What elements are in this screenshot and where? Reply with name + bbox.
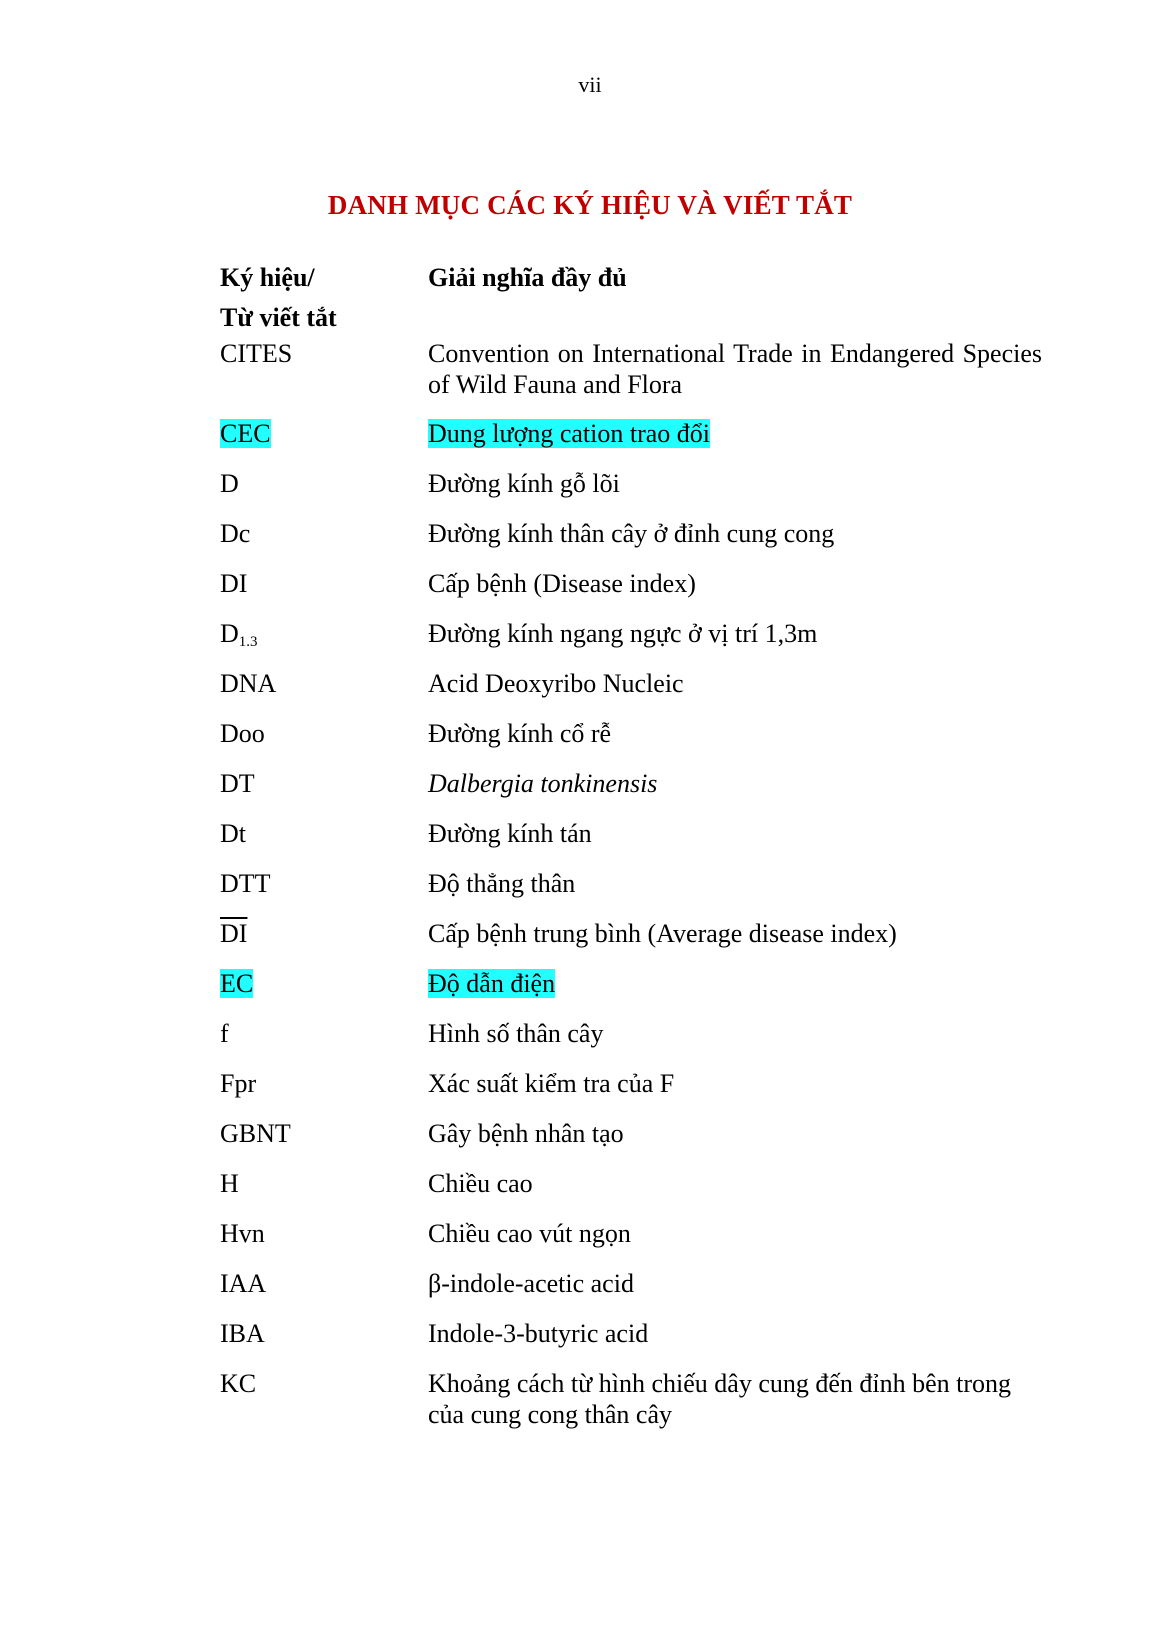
row-meaning: β-indole-acetic acid — [428, 1269, 634, 1298]
row-symbol: DI — [220, 569, 248, 598]
column-header-symbol-line1: Ký hiệu/ — [220, 263, 315, 292]
row-meaning: Đường kính ngang ngực ở vị trí 1,3m — [428, 619, 818, 648]
row-meaning: Cấp bệnh (Disease index) — [428, 569, 696, 598]
row-symbol: H — [220, 1169, 239, 1198]
row-meaning: Đường kính cổ rễ — [428, 719, 612, 748]
row-symbol-subscript: 1.3 — [238, 634, 258, 650]
page-title: DANH MỤC CÁC KÝ HIỆU VÀ VIẾT TẮT — [327, 190, 853, 220]
row-meaning: Hình số thân cây — [428, 1019, 604, 1048]
row-symbol: Dc — [220, 519, 251, 548]
row-meaning: Đường kính gỗ lõi — [428, 469, 620, 498]
row-symbol: $\overline{DI}$ — [220, 919, 248, 948]
row-meaning: Indole-3-butyric acid — [428, 1319, 649, 1348]
row-symbol: IAA — [220, 1269, 267, 1298]
row-meaning: Gây bệnh nhân tạo — [428, 1119, 624, 1148]
row-meaning: Convention on International Trade in Endangered Species of Wild Fauna and Flora — [428, 339, 1042, 399]
row-meaning: Acid Deoxyribo Nucleic — [428, 669, 684, 698]
row-meaning: Cấp bệnh trung bình (Average disease index) — [428, 919, 897, 948]
row-symbol: f — [220, 1019, 229, 1048]
row-meaning: Độ thẳng thân — [428, 869, 576, 898]
row-symbol: Fpr — [220, 1069, 257, 1098]
row-symbol: Dt — [220, 819, 246, 848]
page-number: vii — [578, 72, 602, 97]
row-symbol — [220, 618, 258, 658]
row-meaning: Chiều cao — [428, 1169, 533, 1198]
row-meaning: Đường kính thân cây ở đỉnh cung cong — [428, 519, 835, 548]
row-symbol: Hvn — [220, 1219, 265, 1248]
column-header-meaning: Giải nghĩa đầy đủ — [428, 263, 627, 292]
row-meaning: Dalbergia tonkinensis — [428, 769, 658, 798]
row-symbol: EC — [220, 969, 254, 998]
row-meaning: Đường kính tán — [428, 819, 592, 848]
row-meaning: Chiều cao vút ngọn — [428, 1219, 631, 1248]
row-symbol: DTT — [220, 869, 271, 898]
row-symbol: CITES — [220, 339, 293, 368]
row-meaning: Khoảng cách từ hình chiếu dây cung đến đỉnh bên trong của cung cong thân cây — [428, 1369, 1012, 1429]
row-symbol: CEC — [220, 419, 271, 448]
row-symbol: DT — [220, 769, 255, 798]
row-meaning: Xác suất kiểm tra của F — [428, 1069, 675, 1098]
row-meaning: Dung lượng cation trao đổi — [428, 419, 711, 448]
column-header-symbol-line2: Từ viết tắt — [220, 303, 337, 332]
row-symbol-base: D — [220, 619, 239, 648]
row-symbol: D — [220, 469, 239, 498]
row-symbol: Doo — [220, 719, 265, 748]
row-symbol: IBA — [220, 1319, 265, 1348]
column-header-symbol — [220, 258, 337, 338]
row-symbol: DNA — [220, 669, 277, 698]
row-symbol: KC — [220, 1369, 257, 1398]
row-symbol: GBNT — [220, 1119, 291, 1148]
row-meaning: Độ dẫn điện — [428, 969, 556, 998]
